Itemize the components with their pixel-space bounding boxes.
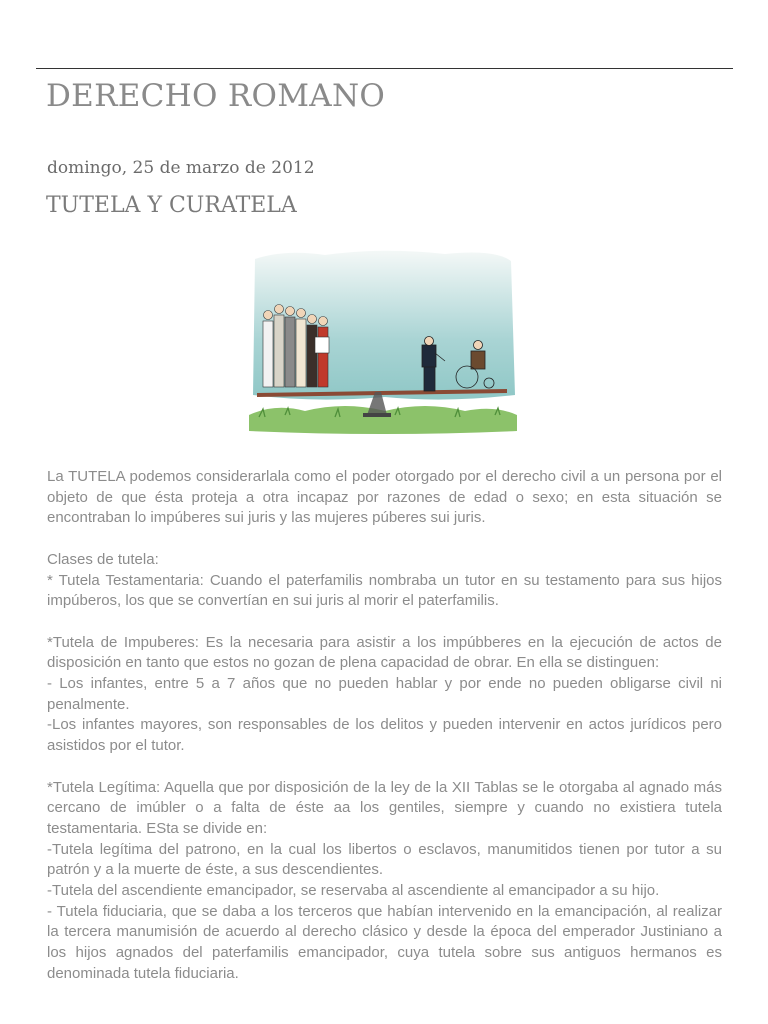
paragraph: * Tutela Testamentaria: Cuando el paterfamilis nombraba un tutor en su testamento para sus hijos impúberos, los que se convertían en sui juris al morir el paterfamilis. bbox=[47, 571, 722, 610]
paragraph: -Tutela legítima del patrono, en la cual los libertos o esclavos, manumitidos tienen por tutor a su patrón y a la muerte de éste, a sus descendientes. bbox=[47, 840, 722, 879]
blog-title[interactable]: DERECHO ROMANO bbox=[46, 78, 386, 114]
paragraph: Clases de tutela: bbox=[47, 550, 159, 568]
post-title[interactable]: TUTELA Y CURATELA bbox=[46, 193, 297, 218]
header-divider bbox=[36, 68, 733, 69]
paragraph: -Tutela del ascendiente emancipador, se reservaba al ascendiente al emancipador a su hijo. bbox=[47, 882, 660, 900]
paragraph: -Los infantes mayores, son responsables de los delitos y pueden intervenir en actos jurídicos pero asistidos por el tutor. bbox=[47, 716, 722, 755]
paragraph: La TUTELA podemos considerarlala como el poder otorgado por el derecho civil a un persona por el objeto de que ésta proteja a otra incapaz por razones de edad o sexo; en esta situación se encontraban lo impúberes sui juris y las mujeres púberes sui juris. bbox=[47, 468, 722, 527]
paragraph: - Tutela fiduciaria, que se daba a los terceros que habían intervenido en la emancipación, al realizar la tercera manumisión de acuerdo al derecho clásico y desde la época del emperador Justiniano a los hijos agnados del paterfamilis emancipador, cuya tutela sobre sus antiguos hermanos es denominada tutela fiduciaria. bbox=[47, 902, 722, 982]
paragraph: - Los infantes, entre 5 a 7 años que no pueden hablar y por ende no pueden obligarse civil ni penalmente. bbox=[47, 675, 722, 713]
post-body bbox=[47, 467, 722, 985]
paragraph: *Tutela de Impuberes: Es la necesaria para asistir a los impúbberes en la ejecución de actos de disposición en tanto que estos no gozan de plena capacidad de obrar. En ella se distinguen: bbox=[47, 633, 722, 672]
paragraph: *Tutela Legítima: Aquella que por disposición de la ley de la XII Tablas se le otorgaba al agnado más cercano de imúbler o a falta de éste aa los gentiles, siempre y cuando no existiera tutela testamentaria. ESta se divide en: bbox=[47, 778, 722, 837]
post-date: domingo, 25 de marzo de 2012 bbox=[47, 158, 315, 178]
seesaw-cartoon-illustration bbox=[245, 245, 521, 437]
